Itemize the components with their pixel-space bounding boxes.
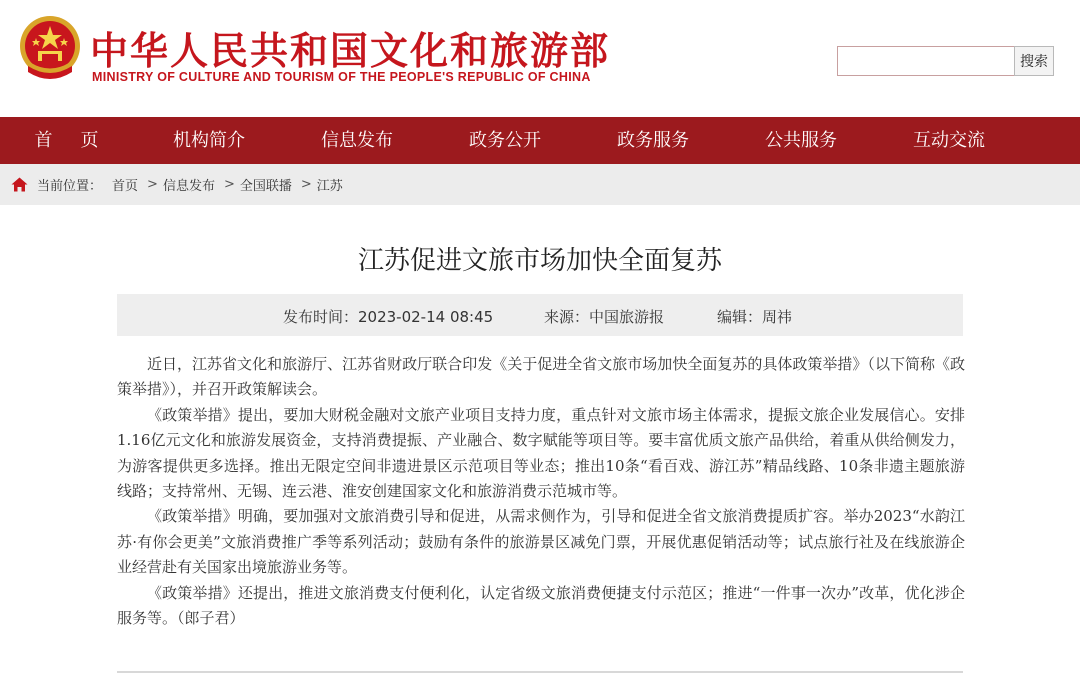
site-subtitle: MINISTRY OF CULTURE AND TOURISM OF THE PEOPLE'S REPUBLIC OF CHINA xyxy=(92,70,591,84)
nav-item-public-services[interactable]: 公共服务 xyxy=(765,130,837,151)
breadcrumb-news[interactable]: 信息发布 xyxy=(162,179,215,194)
breadcrumb xyxy=(0,164,1080,205)
nav-item-interaction[interactable]: 互动交流 xyxy=(913,130,985,151)
breadcrumb-jiangsu[interactable]: 江苏 xyxy=(316,179,343,194)
content-divider xyxy=(117,671,963,673)
nav-item-about[interactable]: 机构简介 xyxy=(173,130,245,151)
article-editor: 编辑：周祎 xyxy=(717,308,793,326)
article-title: 江苏促进文旅市场加快全面复苏 xyxy=(357,246,722,276)
site-header xyxy=(0,0,1080,117)
article-paragraph: 《政策举措》提出，要加大财税金融对文旅产业项目支持力度，重点针对文旅市场主体需求，提振文旅企业发展信心。安排1.16亿元文化和旅游发展资金，支持消费提振、产业融合、数字赋能等项目等。要丰富优质文旅产品供给，着重从供给侧发力，为游客提供更多选择。推出无限定空间非遗进景区示范项目等业态；推出10条“看百戏、游江苏”精品线路、10条非遗主题旅游线路；支持常州、无锡、连云港、淮安创建国家文化和旅游消费示范城市等。 xyxy=(117,405,965,501)
article-body xyxy=(117,352,965,631)
nav-item-government-affairs[interactable]: 政务公开 xyxy=(469,130,541,151)
nav-item-news[interactable]: 信息发布 xyxy=(321,130,393,151)
publish-date: 发布时间：2023-02-14 08:45 xyxy=(283,308,494,326)
article-paragraph: 近日，江苏省文化和旅游厅、江苏省财政厅联合印发《关于促进全省文旅市场加快全面复苏的具体政策举措》（以下简称《政策举措》），并召开政策解读会。 xyxy=(117,355,965,399)
article-meta-bar xyxy=(117,294,963,336)
site-title: 中华人民共和国文化和旅游部 xyxy=(90,29,611,73)
home-icon xyxy=(11,177,28,192)
national-emblem-icon xyxy=(18,14,82,86)
breadcrumb-separator: > xyxy=(223,177,235,192)
breadcrumb-home[interactable]: 首页 xyxy=(112,179,139,194)
main-nav xyxy=(0,117,1080,164)
breadcrumb-separator: > xyxy=(300,177,312,192)
breadcrumb-separator: > xyxy=(147,177,158,192)
search-button[interactable]: 搜索 xyxy=(1014,46,1054,76)
breadcrumb-label: 当前位置： xyxy=(37,179,103,194)
nav-item-home[interactable]: 首页 xyxy=(34,130,127,151)
search-input[interactable] xyxy=(837,46,1015,76)
article-paragraph: 《政策举措》明确，要加强对文旅消费引导和促进，从需求侧作为，引导和促进全省文旅消费提质扩容。举办2023“水韵江苏·有你会更美”文旅消费推广季等系列活动；鼓励有条件的旅游景区减免门票，开展优惠促销活动等；试点旅行社及在线旅游企业经营赴有关国家出境旅游业务等。 xyxy=(117,507,965,577)
article-source: 来源：中国旅游报 xyxy=(544,308,665,326)
breadcrumb-national-broadcast[interactable]: 全国联播 xyxy=(239,179,292,194)
nav-item-government-services[interactable]: 政务服务 xyxy=(617,130,689,151)
article-paragraph: 《政策举措》还提出，推进文旅消费支付便利化，认定省级文旅消费便捷支付示范区；推进“一件事一次办”改革，优化涉企服务等。（郎子君） xyxy=(117,583,965,628)
